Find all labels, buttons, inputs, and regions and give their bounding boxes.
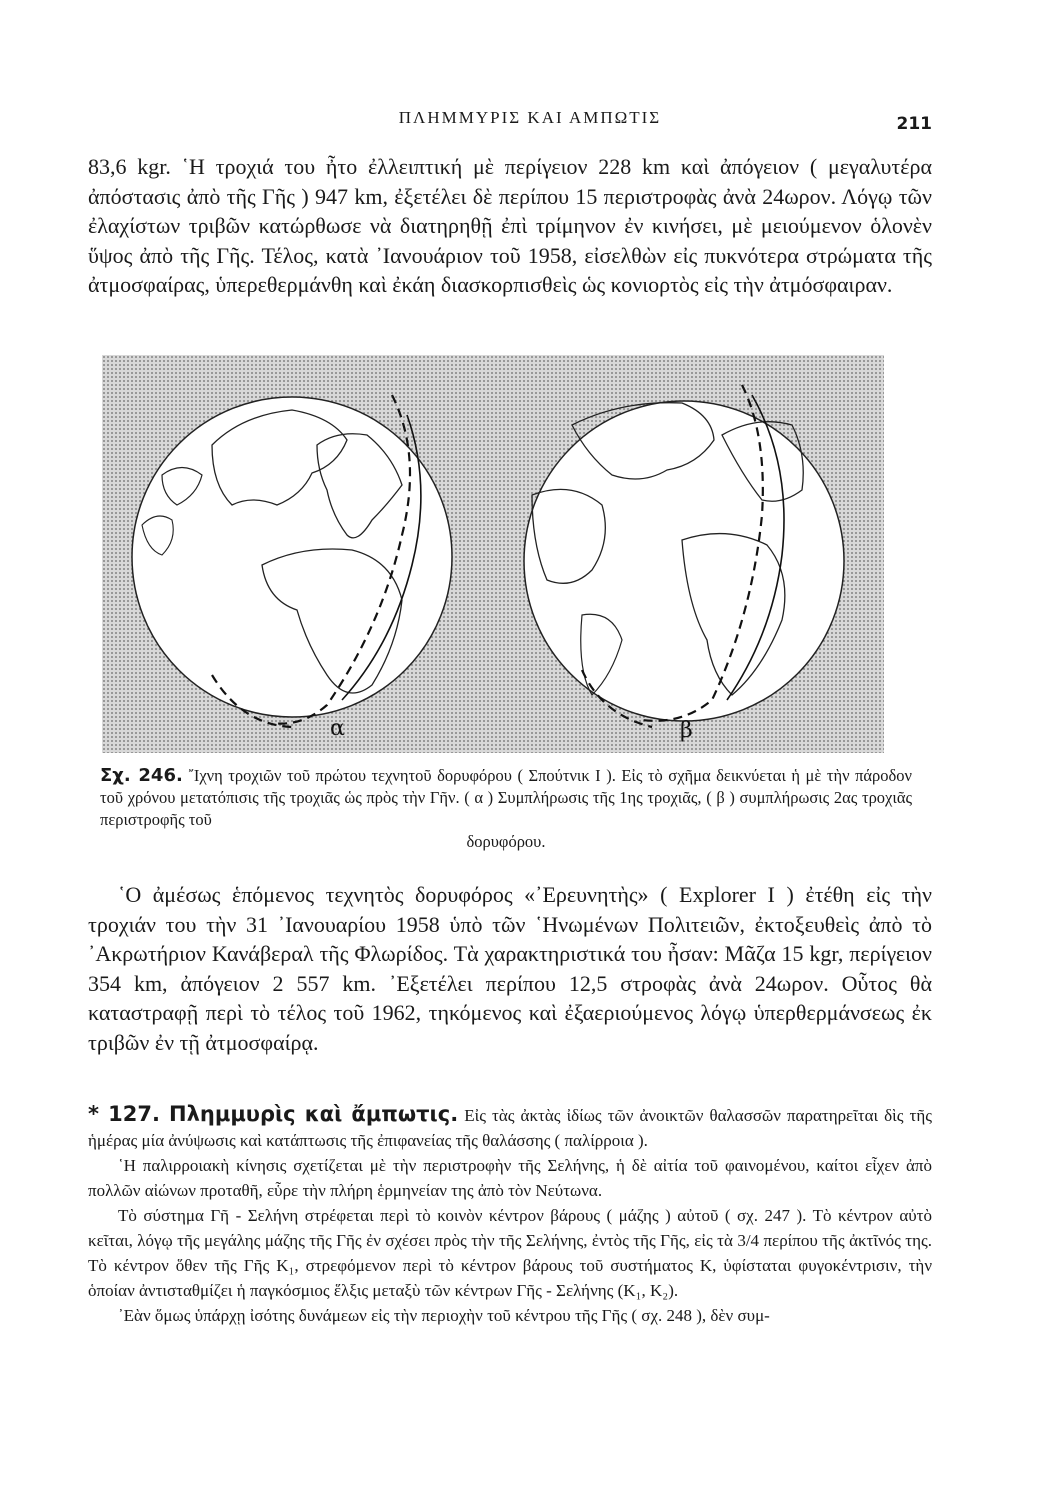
running-title: ΠΛΗΜΜΥΡΙΣ ΚΑΙ ΑΜΠΩΤΙΣ <box>398 108 662 127</box>
globe-a-disc <box>132 397 452 717</box>
label-b: β <box>680 718 693 743</box>
page-number: 211 <box>896 114 932 134</box>
figure-caption <box>100 765 912 853</box>
section-p4: ᾿Εὰν ὅμως ὑπάρχῃ ἰσότης δυνάμεων εἰς τὴν περιοχὴν τοῦ κέντρου τῆς Γῆς ( σχ. 248 ), δὲν συμ- <box>118 1306 770 1325</box>
page-header <box>0 108 1060 138</box>
caption-text: ῎Ιχνη τροχιῶν τοῦ πρώτου τεχνητοῦ δορυφόρου ( Σπούτνικ Ι ). Εἰς τὸ σχῆμα δεικνύεται ἡ μὲ τὴν πάροδον τοῦ χρόνου μετατόπισις τῆς τροχιᾶς ὡς πρὸς τὴν Γῆν. ( α ) Συμπλήρωσις τῆς 1ης τροχιᾶς, ( β ) συμπλήρωσις 2ας τροχιᾶς περιστροφῆς τοῦ <box>100 766 913 829</box>
explorer-paragraph-block <box>88 880 932 1057</box>
section-first-paragraph <box>88 1102 932 1153</box>
explorer-paragraph: ῾Ο ἀμέσως ἑπόμενος τεχνητὸς δορυφόρος «᾿Ερευνητὴς» ( Explorer I ) ἐτέθη εἰς τὴν τροχιάν του τὴν 31 ᾿Ιανουαρίου 1958 ὑπὸ τῶν ῾Ηνωμένων Πολιτειῶν, ἐκτοξευθεὶς ἀπὸ τὸ ᾿Ακρωτήριον Κανάβεραλ τῆς Φλωρίδος. Τὰ χαρακτηριστικά του ἦσαν: Μᾶζα 15 kgr, περίγειον 354 km, ἀπόγειον 2 557 km. ᾿Εξετέλει περίπου 12,5 στροφὰς ἀνὰ 24ωρον. Οὗτος θὰ καταστραφῇ περὶ τὸ τέλος τοῦ 1962, τηκόμενος καὶ ἐξαεριούμενος λόγῳ ὑπερθερμάνσεως ἐκ τριβῶν ἐν τῇ ἀτμοσφαίρᾳ. <box>88 882 932 1055</box>
section-p3: Τὸ σύστημα Γῆ - Σελήνη στρέφεται περὶ τὸ κοινὸν κέντρον βάρους ( μάζης ) αὐτοῦ ( σχ. 247 ). Τὸ κέντρον αὐτὸ κεῖται, λόγῳ τῆς μεγάλης μάζης τῆς Γῆς ἐν σχέσει πρὸς τὴν τῆς Σελήνης, ἐντὸς τῆς Γῆς, εἰς τὰ 3/4 περίπου τῆς ἀκτῖνός της. Τὸ κέντρον ὅθεν τῆς Γῆς K₁, στρεφόμενον περὶ τὸ κέντρον βάρους τοῦ συστήματος K, ὑφίσταται φυγοκέντρισιν, τὴν ὁποίαν ἀντισταθμίζει ἡ παγκόσμιος ἕλξις μεταξὺ τῶν κέντρων Γῆς - Σελήνης (K₁, K₂). <box>88 1206 932 1300</box>
section-heading: * 127. Πλημμυρὶς καὶ ἄμπωτις. <box>88 1102 459 1126</box>
section-p1: Εἰς τὰς ἀκτὰς ἰδίως τῶν ἀνοικτῶν θαλασσῶν παρατηρεῖται δὶς τῆς ἡμέρας μία ἀνύψωσις καὶ κατάπτωσις τῆς ἐπιφανείας τῆς θαλάσσης ( παλίρροια ). <box>88 1106 932 1150</box>
intro-paragraph: 83,6 kgr. ῾Η τροχιά του ἦτο ἐλλειπτική μὲ περίγειον 228 km καὶ ἀπόγειον ( μεγαλυτέρα ἀπόστασις ἀπὸ τῆς Γῆς ) 947 km, ἐξετέλει δὲ περίπου 15 περιστροφὰς ἀνὰ 24ωρον. Λόγῳ τῶν ἐλαχίστων τριβῶν κατώρθωσε νὰ διατηρηθῇ ἐπὶ τρίμηνον ἐν κινήσει, μὲ μειούμενον ὁλονὲν ὕψος ἀπὸ τῆς Γῆς. Τέλος, κατὰ ᾿Ιανουάριον τοῦ 1958, εἰσελθὼν εἰς πυκνότερα στρώματα τῆς ἀτμοσφαίρας, ὑπερεθερμάνθη καὶ ἐκάη διασκορπισθεὶς ὡς κονιορτὸς εἰς τὴν ἀτμόσφαιραν. <box>88 154 932 297</box>
section-127 <box>88 1102 932 1328</box>
caption-label: Σχ. 246. <box>100 765 183 786</box>
caption-last-line: δορυφόρου. <box>466 832 546 851</box>
intro-paragraph-block <box>88 152 932 300</box>
label-a: α <box>330 716 345 741</box>
orbit-figure <box>102 355 884 753</box>
section-p2: ῾Η παλιρροιακὴ κίνησις σχετίζεται μὲ τὴν περιστροφὴν τῆς Σελήνης, ἡ δὲ αἰτία τοῦ φαινομένου, καίτοι εἶχεν ἀπὸ πολλῶν αἰώνων προταθῆ, εὗρε τὴν πλήρη ἑρμηνείαν της ἀπὸ τὸν Νεύτωνα. <box>88 1156 932 1200</box>
